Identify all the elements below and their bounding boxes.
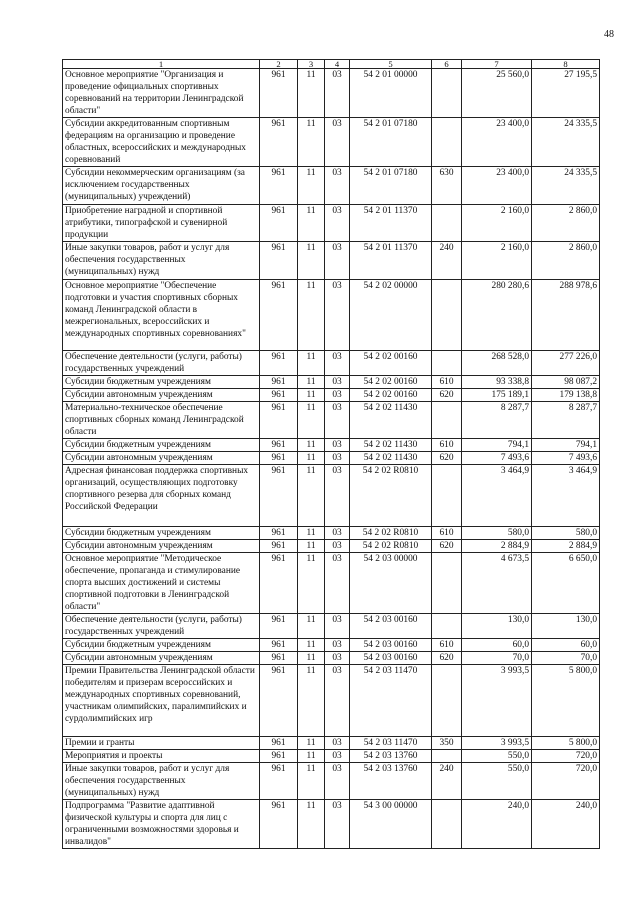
row-name-cell: Премии и гранты <box>63 737 260 750</box>
row-amount-cell: 5 800,0 <box>532 737 600 750</box>
row-code-cell: 03 <box>325 280 350 351</box>
row-amount-cell: 720,0 <box>532 763 600 800</box>
row-name-cell: Субсидии некоммерческим организациям (за исключением государственных (муниципальных) учреждений) <box>63 167 260 205</box>
row-name-cell: Обеспечение деятельности (услуги, работы) государственных учреждений <box>63 614 260 639</box>
row-code-cell: 961 <box>260 69 298 118</box>
row-name-cell: Основное мероприятие "Методическое обеспечение, пропаганда и стимулирование спорта высших достижений и системы спортивной подготовки в Ленинградской области" <box>63 553 260 614</box>
row-amount-cell: 23 400,0 <box>462 118 532 167</box>
row-amount-cell: 240,0 <box>532 800 600 849</box>
row-name-cell: Субсидии автономным учреждениям <box>63 452 260 465</box>
row-amount-cell: 2 860,0 <box>532 242 600 280</box>
row-code-cell: 54 2 02 11430 <box>350 402 432 439</box>
row-amount-cell: 8 287,7 <box>532 402 600 439</box>
table-row <box>63 205 600 242</box>
row-code-cell: 54 2 02 11430 <box>350 452 432 465</box>
row-amount-cell: 5 800,0 <box>532 665 600 737</box>
row-amount-cell: 2 160,0 <box>462 205 532 242</box>
row-code-cell: 11 <box>298 167 325 205</box>
table-row <box>63 540 600 553</box>
row-name-cell: Обеспечение деятельности (услуги, работы) государственных учреждений <box>63 351 260 376</box>
row-code-cell: 03 <box>325 351 350 376</box>
row-code-cell: 620 <box>432 452 462 465</box>
row-amount-cell: 2 160,0 <box>462 242 532 280</box>
row-code-cell: 11 <box>298 351 325 376</box>
row-code-cell: 11 <box>298 376 325 389</box>
row-name-cell: Субсидии автономным учреждениям <box>63 652 260 665</box>
row-code-cell <box>432 280 462 351</box>
column-header: 5 <box>350 60 432 69</box>
row-code-cell: 54 2 01 07180 <box>350 167 432 205</box>
row-code-cell: 961 <box>260 167 298 205</box>
table-row <box>63 652 600 665</box>
row-name-cell: Субсидии бюджетным учреждениям <box>63 527 260 540</box>
table-row <box>63 465 600 527</box>
row-code-cell: 11 <box>298 465 325 527</box>
table-row <box>63 614 600 639</box>
row-amount-cell: 288 978,6 <box>532 280 600 351</box>
row-code-cell: 11 <box>298 553 325 614</box>
row-name-cell: Материально-техническое обеспечение спортивных сборных команд Ленинградской области <box>63 402 260 439</box>
row-code-cell: 961 <box>260 389 298 402</box>
column-header: 1 <box>63 60 260 69</box>
row-code-cell <box>432 118 462 167</box>
row-code-cell: 11 <box>298 614 325 639</box>
row-amount-cell: 23 400,0 <box>462 167 532 205</box>
row-code-cell: 03 <box>325 800 350 849</box>
row-amount-cell: 3 464,9 <box>532 465 600 527</box>
row-code-cell: 620 <box>432 652 462 665</box>
column-header: 2 <box>260 60 298 69</box>
table-row <box>63 553 600 614</box>
row-code-cell: 961 <box>260 540 298 553</box>
row-code-cell: 54 2 01 07180 <box>350 118 432 167</box>
row-code-cell: 620 <box>432 540 462 553</box>
row-name-cell: Субсидии аккредитованным спортивным федерациям на организацию и проведение областных, всероссийских и международных соревнований <box>63 118 260 167</box>
row-code-cell: 03 <box>325 167 350 205</box>
row-amount-cell: 98 087,2 <box>532 376 600 389</box>
row-code-cell: 961 <box>260 242 298 280</box>
row-code-cell: 961 <box>260 118 298 167</box>
table-row <box>63 527 600 540</box>
row-code-cell: 961 <box>260 639 298 652</box>
column-header: 4 <box>325 60 350 69</box>
row-amount-cell: 550,0 <box>462 750 532 763</box>
row-code-cell <box>432 402 462 439</box>
row-code-cell: 11 <box>298 439 325 452</box>
table-row <box>63 118 600 167</box>
row-code-cell: 630 <box>432 167 462 205</box>
row-code-cell: 11 <box>298 665 325 737</box>
row-amount-cell: 179 138,8 <box>532 389 600 402</box>
row-code-cell: 03 <box>325 402 350 439</box>
table-row <box>63 280 600 351</box>
row-code-cell: 11 <box>298 527 325 540</box>
row-amount-cell: 550,0 <box>462 763 532 800</box>
row-code-cell: 03 <box>325 540 350 553</box>
row-code-cell: 03 <box>325 376 350 389</box>
row-code-cell: 54 2 03 00000 <box>350 553 432 614</box>
column-header: 6 <box>432 60 462 69</box>
row-name-cell: Субсидии автономным учреждениям <box>63 389 260 402</box>
row-code-cell: 54 2 02 00160 <box>350 376 432 389</box>
table-row <box>63 737 600 750</box>
row-code-cell: 03 <box>325 737 350 750</box>
row-code-cell: 03 <box>325 452 350 465</box>
row-code-cell: 54 2 03 00160 <box>350 614 432 639</box>
table-row <box>63 452 600 465</box>
table-row <box>63 167 600 205</box>
row-code-cell: 11 <box>298 750 325 763</box>
row-amount-cell: 8 287,7 <box>462 402 532 439</box>
row-amount-cell: 277 226,0 <box>532 351 600 376</box>
row-amount-cell: 60,0 <box>532 639 600 652</box>
table-row <box>63 389 600 402</box>
row-amount-cell: 2 884,9 <box>532 540 600 553</box>
row-amount-cell: 130,0 <box>462 614 532 639</box>
table-body <box>63 69 600 849</box>
row-code-cell: 11 <box>298 540 325 553</box>
row-code-cell: 610 <box>432 376 462 389</box>
row-code-cell: 610 <box>432 527 462 540</box>
row-code-cell: 03 <box>325 763 350 800</box>
row-code-cell <box>432 205 462 242</box>
row-code-cell: 961 <box>260 280 298 351</box>
row-name-cell: Субсидии бюджетным учреждениям <box>63 376 260 389</box>
row-code-cell: 961 <box>260 750 298 763</box>
row-name-cell: Премии Правительства Ленинградской области победителям и призерам всероссийских и международных спортивных соревнований, участникам олимпийских, паралимпийских и сурдолимпийских игр <box>63 665 260 737</box>
row-amount-cell: 24 335,5 <box>532 118 600 167</box>
row-code-cell: 11 <box>298 800 325 849</box>
row-name-cell: Основное мероприятие "Организация и проведение официальных спортивных соревнований на территории Ленинградской области" <box>63 69 260 118</box>
row-amount-cell: 3 464,9 <box>462 465 532 527</box>
row-code-cell: 54 2 03 00160 <box>350 652 432 665</box>
row-code-cell: 54 2 02 00000 <box>350 280 432 351</box>
row-code-cell: 03 <box>325 205 350 242</box>
row-name-cell: Приобретение наградной и спортивной атрибутики, типографской и сувенирной продукции <box>63 205 260 242</box>
row-code-cell: 961 <box>260 652 298 665</box>
row-amount-cell: 24 335,5 <box>532 167 600 205</box>
table-row <box>63 402 600 439</box>
table-row <box>63 639 600 652</box>
row-code-cell: 961 <box>260 205 298 242</box>
table-row <box>63 376 600 389</box>
table-row <box>63 69 600 118</box>
row-code-cell: 54 2 02 R0810 <box>350 465 432 527</box>
row-amount-cell: 794,1 <box>462 439 532 452</box>
row-amount-cell: 27 195,5 <box>532 69 600 118</box>
row-code-cell: 961 <box>260 351 298 376</box>
row-code-cell: 961 <box>260 614 298 639</box>
row-code-cell: 54 2 03 13760 <box>350 763 432 800</box>
row-code-cell: 961 <box>260 665 298 737</box>
row-code-cell: 620 <box>432 389 462 402</box>
row-name-cell: Иные закупки товаров, работ и услуг для обеспечения государственных (муниципальных) нужд <box>63 763 260 800</box>
row-code-cell: 54 2 01 11370 <box>350 205 432 242</box>
row-amount-cell: 240,0 <box>462 800 532 849</box>
row-code-cell: 610 <box>432 639 462 652</box>
row-name-cell: Адресная финансовая поддержка спортивных организаций, осуществляющих подготовку спортивного резерва для сборных команд Российской Федерации <box>63 465 260 527</box>
table-header-row <box>63 60 600 69</box>
row-amount-cell: 268 528,0 <box>462 351 532 376</box>
row-amount-cell: 2 884,9 <box>462 540 532 553</box>
column-header: 8 <box>532 60 600 69</box>
row-code-cell: 610 <box>432 439 462 452</box>
row-amount-cell: 280 280,6 <box>462 280 532 351</box>
row-name-cell: Мероприятия и проекты <box>63 750 260 763</box>
row-code-cell: 03 <box>325 614 350 639</box>
row-code-cell: 961 <box>260 527 298 540</box>
row-code-cell: 03 <box>325 242 350 280</box>
column-header: 3 <box>298 60 325 69</box>
row-code-cell: 961 <box>260 439 298 452</box>
row-code-cell: 03 <box>325 665 350 737</box>
row-name-cell: Субсидии автономным учреждениям <box>63 540 260 553</box>
row-code-cell: 54 2 02 00160 <box>350 389 432 402</box>
row-code-cell <box>432 750 462 763</box>
row-amount-cell: 6 650,0 <box>532 553 600 614</box>
row-name-cell: Подпрограмма "Развитие адаптивной физической культуры и спорта для лиц с ограниченными возможностями здоровья и инвалидов" <box>63 800 260 849</box>
row-amount-cell: 4 673,5 <box>462 553 532 614</box>
row-amount-cell: 720,0 <box>532 750 600 763</box>
table-row <box>63 351 600 376</box>
row-code-cell: 961 <box>260 402 298 439</box>
row-name-cell: Основное мероприятие "Обеспечение подготовки и участия спортивных сборных команд Ленинградской области в межрегиональных, всероссийских и международных спортивных соревнованиях" <box>63 280 260 351</box>
row-code-cell: 961 <box>260 376 298 389</box>
row-code-cell: 03 <box>325 118 350 167</box>
row-code-cell <box>432 69 462 118</box>
row-name-cell: Субсидии бюджетным учреждениям <box>63 639 260 652</box>
row-code-cell: 03 <box>325 69 350 118</box>
row-code-cell: 11 <box>298 69 325 118</box>
row-amount-cell: 70,0 <box>532 652 600 665</box>
row-amount-cell: 175 189,1 <box>462 389 532 402</box>
row-amount-cell: 580,0 <box>462 527 532 540</box>
row-code-cell: 11 <box>298 639 325 652</box>
row-amount-cell: 25 560,0 <box>462 69 532 118</box>
row-amount-cell: 580,0 <box>532 527 600 540</box>
row-code-cell: 54 2 02 11430 <box>350 439 432 452</box>
row-code-cell: 11 <box>298 763 325 800</box>
row-code-cell <box>432 465 462 527</box>
row-code-cell: 961 <box>260 553 298 614</box>
row-code-cell: 03 <box>325 750 350 763</box>
budget-table <box>62 59 600 849</box>
row-code-cell <box>432 614 462 639</box>
column-header: 7 <box>462 60 532 69</box>
row-amount-cell: 70,0 <box>462 652 532 665</box>
row-code-cell: 54 2 02 00160 <box>350 351 432 376</box>
row-code-cell: 03 <box>325 389 350 402</box>
row-amount-cell: 93 338,8 <box>462 376 532 389</box>
row-code-cell: 03 <box>325 439 350 452</box>
row-code-cell: 961 <box>260 737 298 750</box>
row-code-cell: 03 <box>325 553 350 614</box>
row-code-cell: 240 <box>432 242 462 280</box>
row-amount-cell: 3 993,5 <box>462 665 532 737</box>
row-code-cell <box>432 351 462 376</box>
table-row <box>63 763 600 800</box>
row-code-cell: 54 2 02 R0810 <box>350 527 432 540</box>
table-row <box>63 800 600 849</box>
row-code-cell <box>432 800 462 849</box>
row-code-cell: 03 <box>325 639 350 652</box>
row-code-cell: 54 2 01 00000 <box>350 69 432 118</box>
row-code-cell: 11 <box>298 389 325 402</box>
row-code-cell: 350 <box>432 737 462 750</box>
row-code-cell <box>432 665 462 737</box>
row-code-cell: 11 <box>298 118 325 167</box>
row-code-cell: 11 <box>298 652 325 665</box>
table-row <box>63 665 600 737</box>
row-amount-cell: 60,0 <box>462 639 532 652</box>
row-code-cell: 11 <box>298 242 325 280</box>
row-code-cell: 11 <box>298 402 325 439</box>
row-code-cell: 54 2 02 R0810 <box>350 540 432 553</box>
row-code-cell: 240 <box>432 763 462 800</box>
row-code-cell: 54 2 03 00160 <box>350 639 432 652</box>
row-amount-cell: 3 993,5 <box>462 737 532 750</box>
row-code-cell: 11 <box>298 280 325 351</box>
row-code-cell: 961 <box>260 465 298 527</box>
row-code-cell: 03 <box>325 652 350 665</box>
row-code-cell: 03 <box>325 527 350 540</box>
row-amount-cell: 794,1 <box>532 439 600 452</box>
row-amount-cell: 7 493,6 <box>532 452 600 465</box>
table-row <box>63 242 600 280</box>
row-amount-cell: 130,0 <box>532 614 600 639</box>
row-code-cell: 54 3 00 00000 <box>350 800 432 849</box>
row-code-cell: 54 2 03 13760 <box>350 750 432 763</box>
row-amount-cell: 2 860,0 <box>532 205 600 242</box>
table-row <box>63 439 600 452</box>
row-code-cell: 54 2 03 11470 <box>350 665 432 737</box>
row-code-cell <box>432 553 462 614</box>
page-number: 48 <box>604 29 614 40</box>
row-code-cell: 11 <box>298 737 325 750</box>
row-code-cell: 54 2 03 11470 <box>350 737 432 750</box>
row-amount-cell: 7 493,6 <box>462 452 532 465</box>
row-code-cell: 11 <box>298 452 325 465</box>
row-code-cell: 54 2 01 11370 <box>350 242 432 280</box>
row-code-cell: 03 <box>325 465 350 527</box>
row-code-cell: 961 <box>260 763 298 800</box>
table-row <box>63 750 600 763</box>
row-code-cell: 961 <box>260 452 298 465</box>
row-name-cell: Субсидии бюджетным учреждениям <box>63 439 260 452</box>
row-code-cell: 11 <box>298 205 325 242</box>
row-code-cell: 961 <box>260 800 298 849</box>
row-name-cell: Иные закупки товаров, работ и услуг для обеспечения государственных (муниципальных) нужд <box>63 242 260 280</box>
